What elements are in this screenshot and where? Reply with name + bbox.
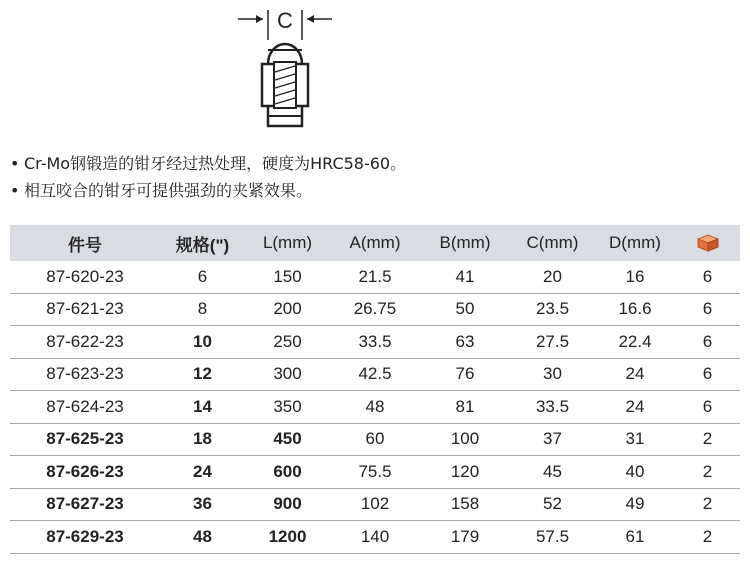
cell-dim-a: 33.5 [330,326,420,359]
cell-length-l: 350 [245,391,330,424]
cell-dim-a: 60 [330,423,420,456]
header-part-number: 件号 [10,225,160,261]
table-row [10,423,740,456]
cell-package-qty: 2 [675,423,740,456]
cell-package-qty: 2 [675,456,740,489]
cell-size: 10 [160,326,245,359]
box-icon [695,233,721,253]
cell-dim-a: 21.5 [330,261,420,293]
cell-dim-c: 27.5 [510,326,595,359]
cell-dim-b: 63 [420,326,510,359]
cell-dim-a: 26.75 [330,293,420,326]
cell-dim-c: 45 [510,456,595,489]
cell-dim-b: 50 [420,293,510,326]
header-a: A(mm) [330,225,420,261]
header-l: L(mm) [245,225,330,261]
cell-dim-d: 31 [595,423,675,456]
cell-length-l: 900 [245,488,330,521]
dimension-c-label: C [277,8,293,33]
cell-length-l: 450 [245,423,330,456]
cell-size: 6 [160,261,245,293]
table-row [10,391,740,424]
table-row [10,456,740,489]
cell-package-qty: 2 [675,488,740,521]
cell-dim-d: 49 [595,488,675,521]
cell-dim-c: 57.5 [510,521,595,554]
cell-package-qty: 6 [675,261,740,293]
feature-item [10,177,406,204]
bullet-dot: • [10,181,20,200]
header-c: C(mm) [510,225,595,261]
cell-part-number: 87-622-23 [10,326,160,359]
cell-size: 12 [160,358,245,391]
header-d: D(mm) [595,225,675,261]
cell-length-l: 300 [245,358,330,391]
cell-part-number: 87-624-23 [10,391,160,424]
cell-package-qty: 6 [675,358,740,391]
cell-size: 36 [160,488,245,521]
cell-length-l: 600 [245,456,330,489]
cell-dim-d: 40 [595,456,675,489]
cell-package-qty: 6 [675,391,740,424]
table-header-row [10,225,740,261]
table-row [10,521,740,554]
cell-dim-a: 75.5 [330,456,420,489]
cell-length-l: 250 [245,326,330,359]
bullet-dot: • [10,154,20,173]
table-row [10,488,740,521]
cell-dim-a: 102 [330,488,420,521]
cell-length-l: 1200 [245,521,330,554]
cell-part-number: 87-626-23 [10,456,160,489]
spec-table [10,225,740,554]
header-package [675,225,740,261]
cell-length-l: 150 [245,261,330,293]
cell-dim-b: 100 [420,423,510,456]
cell-package-qty: 2 [675,521,740,554]
cell-dim-b: 158 [420,488,510,521]
table-row [10,293,740,326]
cell-dim-a: 42.5 [330,358,420,391]
cell-size: 18 [160,423,245,456]
cell-dim-c: 23.5 [510,293,595,326]
cell-dim-c: 33.5 [510,391,595,424]
cell-size: 24 [160,456,245,489]
cell-length-l: 200 [245,293,330,326]
header-b: B(mm) [420,225,510,261]
cell-dim-d: 61 [595,521,675,554]
cell-dim-d: 24 [595,391,675,424]
cell-dim-b: 120 [420,456,510,489]
cell-dim-b: 81 [420,391,510,424]
feature-list [10,150,406,204]
cell-dim-c: 52 [510,488,595,521]
cell-dim-d: 16 [595,261,675,293]
feature-item [10,150,406,177]
cell-dim-d: 16.6 [595,293,675,326]
feature-text: 相互咬合的钳牙可提供强劲的夹紧效果。 [24,181,313,200]
cell-dim-b: 179 [420,521,510,554]
cell-dim-c: 30 [510,358,595,391]
cell-dim-d: 22.4 [595,326,675,359]
cell-part-number: 87-629-23 [10,521,160,554]
table-row [10,261,740,293]
cell-dim-d: 24 [595,358,675,391]
cell-part-number: 87-621-23 [10,293,160,326]
cell-part-number: 87-620-23 [10,261,160,293]
table-row [10,358,740,391]
cell-size: 14 [160,391,245,424]
cell-package-qty: 6 [675,326,740,359]
cell-part-number: 87-627-23 [10,488,160,521]
cell-dim-b: 41 [420,261,510,293]
jaw-dimension-diagram [230,6,340,136]
cell-size: 48 [160,521,245,554]
cell-dim-a: 140 [330,521,420,554]
cell-part-number: 87-625-23 [10,423,160,456]
cell-dim-c: 37 [510,423,595,456]
cell-size: 8 [160,293,245,326]
feature-text: Cr-Mo钢锻造的钳牙经过热处理，硬度为HRC58-60。 [24,154,407,173]
header-size: 规格(") [160,225,245,261]
cell-package-qty: 6 [675,293,740,326]
cell-part-number: 87-623-23 [10,358,160,391]
cell-dim-b: 76 [420,358,510,391]
cell-dim-c: 20 [510,261,595,293]
table-row [10,326,740,359]
cell-dim-a: 48 [330,391,420,424]
